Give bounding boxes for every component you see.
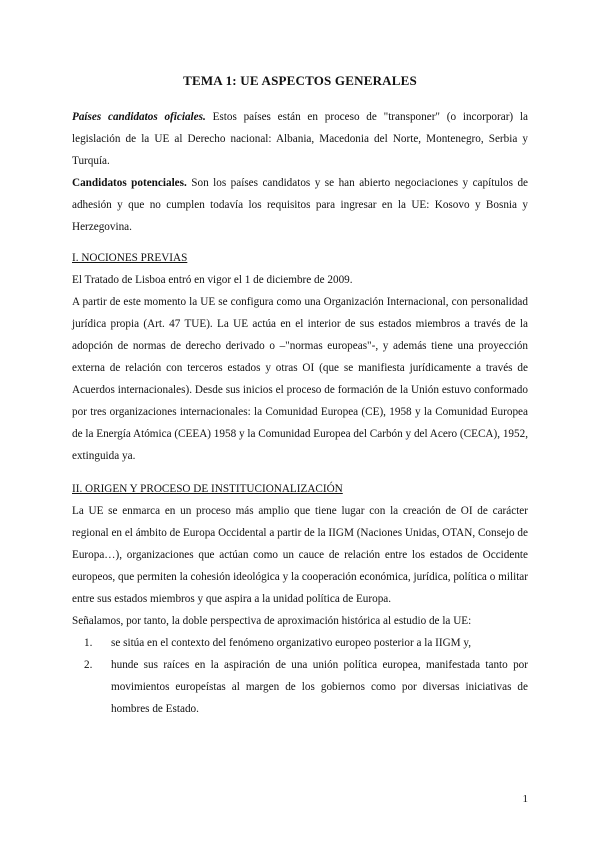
list-item-number: 1.	[84, 637, 93, 649]
section-2-heading: II. ORIGEN Y PROCESO DE INSTITUCIONALIZACIÓN	[72, 483, 343, 495]
official-candidates-text: Estos países están en proceso de "transponer" (o incorporar) la legislación de la UE al Derecho nacional: Albania, Macedonia del Norte, Montenegro, Serbia y Turquía.	[72, 111, 528, 167]
official-candidates-paragraph	[72, 106, 528, 172]
section-2-paragraph-1: La UE se enmarca en un proceso más amplio que tiene lugar con la creación de OI de carácter regional en el ámbito de Europa Occidental a partir de la IIGM (Naciones Unidas, OTAN, Consejo de Europa…), organizaciones que actúan como un cauce de relación entre los estados de Occidente europeos, que permiten la cohesión ideológica y la cooperación económica, jurídica, política o militar entre sus estados miembros y que aspira a la unidad política de Europa.	[72, 505, 528, 605]
list-item-number: 2.	[84, 659, 93, 671]
official-candidates-label: Países candidatos oficiales.	[72, 111, 206, 123]
section-1-paragraph-2: A partir de este momento la UE se configura como una Organización Internacional, con personalidad jurídica propia (Art. 47 TUE). La UE actúa en el interior de sus estados miembros a través de la adopción de normas de derecho derivado o –"normas europeas"-, y además tiene una proyección externa de relación con terceros estados y otras OI (que se manifiesta jurídicamente a través de Acuerdos internacionales). Desde sus inicios el proceso de formación de la Unión estuvo conformado por tres organizaciones internacionales: la Comunidad Europea (CE), 1958 y la Comunidad Europea de la Energía Atómica (CEEA) 1958 y la Comunidad Europea del Carbón y del Acero (CECA), 1952, extinguida ya.	[72, 296, 528, 462]
approach-list	[72, 632, 528, 720]
potential-candidates-label: Candidatos potenciales.	[72, 177, 187, 189]
list-item	[72, 632, 528, 654]
list-item	[72, 654, 528, 720]
list-item-text: se sitúa en el contexto del fenómeno organizativo europeo posterior a la IIGM y,	[111, 637, 472, 649]
section-1-heading: I. NOCIONES PREVIAS	[72, 252, 188, 264]
section-1-paragraph-1: El Tratado de Lisboa entró en vigor el 1 de diciembre de 2009.	[72, 274, 353, 286]
section-1	[72, 247, 528, 467]
potential-candidates-text: Son los países candidatos y se han abierto negociaciones y capítulos de adhesión y que no cumplen todavía los requisitos para ingresar en la UE: Kosovo y Bosnia y Herzegovina.	[72, 177, 529, 233]
document-page	[72, 0, 528, 848]
section-2-paragraph-2: Señalamos, por tanto, la doble perspectiva de aproximación histórica al estudio de la UE:	[72, 615, 472, 627]
candidates-block	[72, 106, 528, 238]
section-2	[72, 478, 528, 720]
document-title: TEMA 1: UE ASPECTOS GENERALES	[183, 73, 417, 88]
page-number: 1	[522, 793, 528, 805]
list-item-text: hunde sus raíces en la aspiración de una unión política europea, manifestada tanto por movimientos europeístas al margen de los gobiernos como por diversas iniciativas de hombres de Estado.	[111, 659, 528, 715]
potential-candidates-paragraph	[72, 172, 528, 238]
